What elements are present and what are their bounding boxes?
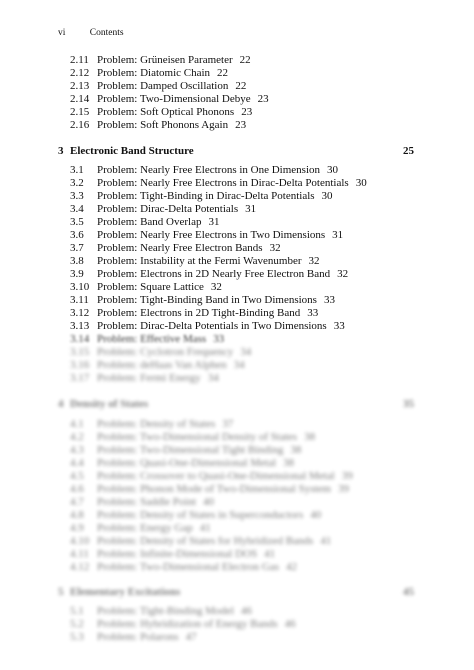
entry-page: 42 — [286, 561, 298, 573]
entry-page: 39 — [341, 470, 353, 482]
toc-entry[interactable] — [70, 496, 214, 509]
entry-title: Problem: Damped Oscillation — [97, 80, 229, 92]
entry-title: Problem: Crossover to Quasi-One-Dimensional Metal — [97, 470, 335, 482]
chapter-number: 5 — [58, 586, 64, 598]
chapter-number: 4 — [58, 398, 64, 410]
entry-title: Problem: Diatomic Chain — [97, 67, 211, 79]
toc-entry[interactable] — [70, 483, 349, 496]
entry-title: Problem: Density of States for Hybridized Bands — [97, 535, 314, 547]
entry-page: 32 — [308, 255, 320, 267]
toc-entry[interactable] — [70, 80, 246, 93]
toc-entry[interactable] — [70, 522, 211, 535]
entry-page: 41 — [199, 522, 211, 534]
chapter-heading[interactable] — [58, 398, 414, 411]
entry-number: 4.8 — [70, 509, 84, 521]
entry-page: 30 — [321, 190, 333, 202]
entry-title: Problem: Tight-Binding in Dirac-Delta Potentials — [97, 190, 315, 202]
toc-entry[interactable] — [70, 242, 281, 255]
entry-page: 30 — [327, 164, 339, 176]
toc-entry[interactable] — [70, 93, 269, 106]
entry-title: Problem: Density of States — [97, 418, 216, 430]
entry-page: 47 — [185, 631, 197, 643]
toc-entry[interactable] — [70, 294, 335, 307]
entry-page: 33 — [307, 307, 319, 319]
entry-number: 2.11 — [70, 54, 89, 66]
toc-entry[interactable] — [70, 457, 294, 470]
toc-entry[interactable] — [70, 548, 275, 561]
chapter-page: 25 — [403, 145, 414, 157]
entry-number: 2.14 — [70, 93, 90, 105]
toc-entry[interactable] — [70, 229, 343, 242]
toc-entry[interactable] — [70, 509, 321, 522]
toc-entry[interactable] — [70, 281, 222, 294]
toc-entry[interactable] — [70, 255, 320, 268]
entry-page: 22 — [235, 80, 247, 92]
entry-title: Problem: Nearly Free Electrons in One Dimension — [97, 164, 321, 176]
entry-number: 5.1 — [70, 605, 84, 617]
toc-entry[interactable] — [70, 67, 228, 80]
toc-entry[interactable] — [70, 268, 348, 281]
entry-title: Problem: Hybridization of Energy Bands — [97, 618, 278, 630]
entry-number: 5.3 — [70, 631, 84, 643]
entry-page: 33 — [213, 333, 225, 345]
entry-page: 32 — [269, 242, 281, 254]
entry-title: Problem: Two-Dimensional Debye — [97, 93, 251, 105]
entry-page: 37 — [222, 418, 234, 430]
toc-entry[interactable] — [70, 470, 353, 483]
toc-entry[interactable] — [70, 618, 296, 631]
entry-title: Problem: Grüneisen Parameter — [97, 54, 233, 66]
entry-number: 3.2 — [70, 177, 84, 189]
toc-entry[interactable] — [70, 307, 318, 320]
entry-number: 3.9 — [70, 268, 84, 280]
entry-title: Problem: Soft Phonons Again — [97, 119, 229, 131]
toc-entry[interactable] — [70, 418, 233, 431]
entry-page: 34 — [240, 346, 252, 358]
entry-number: 3.7 — [70, 242, 84, 254]
entry-title: Problem: Nearly Free Electron Bands — [97, 242, 263, 254]
entry-page: 38 — [283, 457, 295, 469]
entry-title: Problem: Band Overlap — [97, 216, 202, 228]
entry-page: 31 — [245, 203, 257, 215]
entry-title: Problem: Energy Gap — [97, 522, 193, 534]
entry-title: Problem: Polarons — [97, 631, 179, 643]
entry-title: Problem: Nearly Free Electrons in Dirac-Delta Potentials — [97, 177, 349, 189]
toc-entry[interactable] — [70, 320, 345, 333]
entry-page: 31 — [332, 229, 344, 241]
chapter-title: Density of States — [70, 398, 149, 410]
entry-number: 3.15 — [70, 346, 90, 358]
entry-page: 23 — [257, 93, 269, 105]
entry-title: Problem: Dirac-Delta Potentials in Two Dimensions — [97, 320, 327, 332]
entry-number: 4.9 — [70, 522, 84, 534]
entry-page: 30 — [355, 177, 367, 189]
entry-title: Problem: Fermi Energy — [97, 372, 201, 384]
entry-number: 3.5 — [70, 216, 84, 228]
toc-entry[interactable] — [70, 333, 224, 346]
entry-page: 31 — [208, 216, 220, 228]
chapter-page: 45 — [403, 586, 414, 598]
entry-page: 23 — [235, 119, 247, 131]
page-number: vi — [58, 28, 66, 38]
entry-number: 3.16 — [70, 359, 90, 371]
entry-page: 40 — [310, 509, 322, 521]
entry-title: Problem: Effective Mass — [97, 333, 207, 345]
toc-entry[interactable] — [70, 216, 219, 229]
toc-entry[interactable] — [70, 346, 251, 359]
entry-page: 23 — [241, 106, 253, 118]
entry-title: Problem: deHaas Van Alphen — [97, 359, 227, 371]
entry-title: Problem: Density of States in Superconductors — [97, 509, 304, 521]
toc-entry[interactable] — [70, 106, 252, 119]
entry-number: 3.6 — [70, 229, 84, 241]
entry-title: Problem: Instability at the Fermi Wavenumber — [97, 255, 302, 267]
entry-number: 4.3 — [70, 444, 84, 456]
chapter-heading[interactable] — [58, 145, 414, 158]
entry-page: 32 — [210, 281, 222, 293]
entry-page: 41 — [264, 548, 276, 560]
entry-page: 38 — [290, 444, 302, 456]
toc-entry[interactable] — [70, 431, 315, 444]
entry-number: 4.12 — [70, 561, 90, 573]
toc-entry[interactable] — [70, 444, 301, 457]
entry-number: 3.4 — [70, 203, 84, 215]
entry-number: 2.13 — [70, 80, 90, 92]
entry-page: 38 — [304, 431, 316, 443]
entry-page: 32 — [337, 268, 349, 280]
entry-title: Problem: Soft Optical Phonons — [97, 106, 235, 118]
entry-title: Problem: Electrons in 2D Tight-Binding Band — [97, 307, 301, 319]
toc-entry[interactable] — [70, 359, 245, 372]
toc-entry[interactable] — [70, 535, 331, 548]
chapter-title: Elementary Excitations — [70, 586, 181, 598]
entry-number: 5.2 — [70, 618, 84, 630]
chapter-heading[interactable] — [58, 586, 414, 599]
entry-title: Problem: Tight-Binding Model — [97, 605, 234, 617]
entry-title: Problem: Phonon Mode of Two-Dimensional System — [97, 483, 331, 495]
toc-entry[interactable] — [70, 561, 297, 574]
entry-title: Problem: Two-Dimensional Tight Binding — [97, 444, 284, 456]
page-header — [58, 28, 124, 38]
entry-title: Problem: Saddle Point — [97, 496, 196, 508]
entry-number: 2.15 — [70, 106, 90, 118]
entry-number: 4.4 — [70, 457, 84, 469]
entry-page: 46 — [240, 605, 252, 617]
toc-entry[interactable] — [70, 119, 246, 132]
entry-page: 34 — [233, 359, 245, 371]
toc-entry[interactable] — [70, 164, 338, 177]
entry-title: Problem: Cyclotron Frequency — [97, 346, 234, 358]
entry-number: 4.1 — [70, 418, 84, 430]
entry-page: 33 — [333, 320, 345, 332]
entry-number: 3.3 — [70, 190, 84, 202]
entry-number: 3.11 — [70, 294, 89, 306]
toc-entry[interactable] — [70, 203, 256, 216]
entry-title: Problem: Tight-Binding Band in Two Dimensions — [97, 294, 317, 306]
entry-page: 39 — [338, 483, 349, 495]
entry-page: 34 — [207, 372, 219, 384]
entry-page: 46 — [284, 618, 296, 630]
entry-title: Problem: Nearly Free Electrons in Two Dimensions — [97, 229, 326, 241]
entry-title: Problem: Two-Dimensional Density of States — [97, 431, 298, 443]
entry-number: 3.12 — [70, 307, 90, 319]
entry-number: 3.13 — [70, 320, 90, 332]
entry-page: 40 — [203, 496, 214, 508]
chapter-number: 3 — [58, 145, 64, 157]
entry-page: 22 — [217, 67, 229, 79]
entry-title: Problem: Dirac-Delta Potentials — [97, 203, 239, 215]
entry-number: 4.11 — [70, 548, 89, 560]
entry-number: 4.7 — [70, 496, 84, 508]
entry-number: 3.10 — [70, 281, 90, 293]
entry-number: 2.12 — [70, 67, 90, 79]
chapter-page: 35 — [403, 398, 414, 410]
entry-title: Problem: Square Lattice — [97, 281, 204, 293]
toc-entry[interactable] — [70, 177, 367, 190]
entry-title: Problem: Electrons in 2D Nearly Free Electron Band — [97, 268, 331, 280]
entry-number: 3.8 — [70, 255, 84, 267]
entry-number: 4.6 — [70, 483, 84, 495]
entry-number: 4.10 — [70, 535, 90, 547]
toc-entry[interactable] — [70, 631, 197, 644]
entry-number: 4.5 — [70, 470, 84, 482]
chapter-title: Electronic Band Structure — [70, 145, 194, 157]
running-title: Contents — [89, 28, 124, 38]
entry-number: 3.17 — [70, 372, 90, 384]
entry-page: 22 — [239, 54, 251, 66]
entry-title: Problem: Two-Dimensional Electron Gas — [97, 561, 280, 573]
toc-entry[interactable] — [70, 54, 251, 67]
toc-entry[interactable] — [70, 372, 219, 385]
entry-page: 33 — [323, 294, 335, 306]
entry-title: Problem: Quasi-One-Dimensional Metal — [97, 457, 277, 469]
toc-entry[interactable] — [70, 190, 333, 203]
entry-number: 4.2 — [70, 431, 84, 443]
entry-number: 2.16 — [70, 119, 90, 131]
entry-number: 3.1 — [70, 164, 84, 176]
entry-title: Problem: Infinite-Dimensional DOS — [97, 548, 258, 560]
entry-page: 41 — [320, 535, 332, 547]
entry-number: 3.14 — [70, 333, 90, 345]
toc-entry[interactable] — [70, 605, 252, 618]
